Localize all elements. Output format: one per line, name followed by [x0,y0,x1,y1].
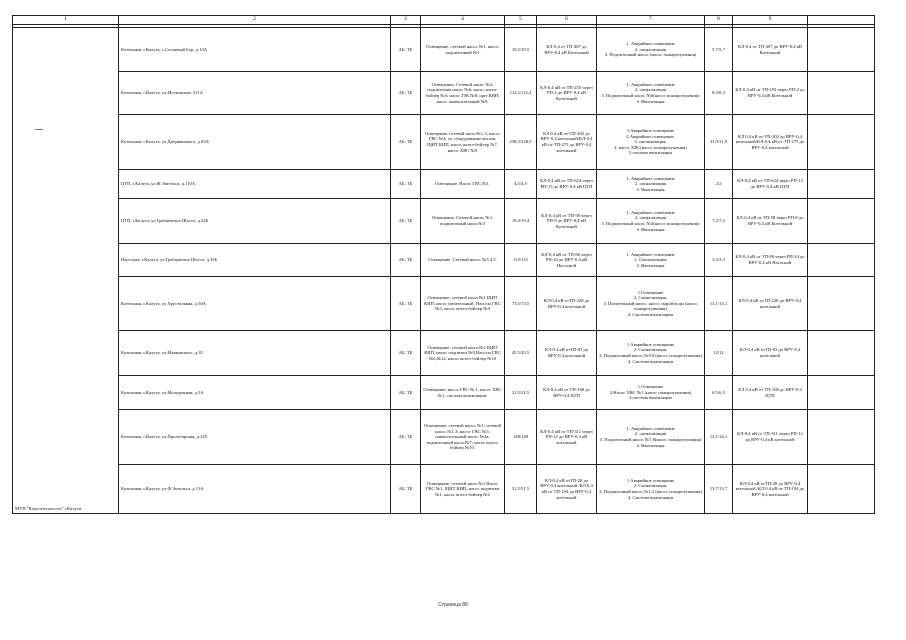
document-sheet [12,15,874,514]
table-row [13,28,875,72]
column-header-blank [808,16,875,25]
address-cell: Котельная, г.Калуга, ул.Ф.Энгельса, д.13А [119,465,391,514]
backup-consumers-cell: 1.Освещение 2. Сигнализация, 3. Питательный насос, насос сырой воды (насос пожаротушения) 4. Система вентиляции [597,277,705,331]
category-cell: АБ, ТБ [391,331,421,376]
address-cell: Насосная, г.Калуга, ул.Грабцевское Шоссе, д.35Б [119,244,391,277]
backup-line-cell: КЛ-0,4 кВ от ТП-624 через РП-15 до ВРУ-0,4 кВ ЦТП [733,170,808,199]
backup-line-cell: КЛ-0,4 кВ отТП-83 до ВРУ-0,4 котельной [733,331,808,376]
backup-power-cell: 8,3/8,3 [705,72,733,115]
backup-line-cell: КЛ-0,4 кВ от ТП-311 через РП-12 до ВРУ-0,4 кВ котельной [733,410,808,465]
supply-line-cell: КЛ-0,4 кВ отТП-83 до ВРУ-0,4 котельной [537,331,597,376]
backup-power-cell: 12/12 [705,331,733,376]
supply-line-cell: КЛ 0,4 кВ от-ТП-202 до ВРУ-0,4 котельной/КЛ-0,4 кВ от-ТП-275 до ВРУ-0,4 котельной [537,115,597,170]
power-cell: 21,5/21,5 [505,376,537,410]
table-row [13,277,875,331]
category-cell: АБ, ТБ [391,465,421,514]
blank-cell [808,277,875,331]
address-cell: Котельная, г.Калуга, ул.Молодежная, д.5А [119,376,391,410]
equipment-cell: Освещение, сетевой насос№1 ЩИТ КИП, насос питательный, Насосы ГВС №3, насос котел-бойлер №4 [421,277,505,331]
table-row [13,376,875,410]
backup-line-cell: КЛ-0,4 кВ отТП-228 до ВРУ-0,4 котельной [733,277,808,331]
table-row [13,170,875,199]
blank-cell [808,465,875,514]
backup-power-cell: 2/2 [705,170,733,199]
backup-power-cell: 13,1/13,1 [705,277,733,331]
backup-line-cell: КЛ-0,4 от ТП-407 до ВРУ-0,4 кВ Котельной [733,28,808,72]
column-header: 7 [597,16,705,25]
column-header: 1 [13,16,119,25]
equipment-cell: Освещение, Сетевой насос №3,4,5. [421,244,505,277]
column-header: 2 [119,16,391,25]
power-cell: 112,2/112,2 [505,72,537,115]
supply-line-cell: КЛ-0,4 кВ от ТП-255 через РП-2 до ВРУ-0,4 кВ Котельной [537,72,597,115]
power-cell: 51,5/51,5 [505,465,537,514]
address-cell: ЦТП, г.Калуга, ул.Ф.Энгельса, д.110А [119,170,391,199]
supply-line-cell: КЛ-0,4 кВ отТП-228 до ВРУ-0,4 котельной [537,277,597,331]
power-cell: 115/115 [505,244,537,277]
table-row [13,410,875,465]
backup-power-cell: 14,1/14,1 [705,410,733,465]
supply-line-cell: КЛ-0,4 кВ от ТП-624 через РП-15 до ВРУ-0,4 кВ ЦТП [537,170,597,199]
power-cell: 148/148 [505,410,537,465]
address-cell: Котельная, г.Калуга, ул.Маяковского, д.35 [119,331,391,376]
category-cell: АБ, ТБ [391,410,421,465]
table-body [13,28,875,514]
category-cell: АБ, ТБ [391,376,421,410]
address-cell: Котельная, г.Калуга, ул.Пролетарская, д.125 [119,410,391,465]
column-header: 6 [537,16,597,25]
backup-line-cell: КЛ-0,4 кВ от ТП-86 через РП-24 до ВРУ-0,4 кВ Насосной [733,244,808,277]
blank-cell [808,376,875,410]
supply-line-cell: КЛ-0,4 кВ отТП-28 до ВРУ-0,4 котельной /КЛ 0,4 кВ от ТП-194 до ВРУ-0,4 котельной [537,465,597,514]
equipment-cell: Освещение, сетевой насос№1,3; насос ГВС №4; эл. оборудование котлов, ЩИТ КИП, насос котел-бойлер №7, насос ХВС №9 [421,115,505,170]
table-row [13,72,875,115]
backup-power-cell: 13,7/13,7 [705,465,733,514]
equipment-cell: Освещение; Сетевой насос №2; подпиточны насос №6; насос котел-бойлер №6; насос ГВС№8; щит КИП; насос повысительный №9. [421,72,505,115]
blank-cell [808,331,875,376]
column-header: 8 [705,16,733,25]
power-cell: 45,5/45,5 [505,331,537,376]
backup-consumers-cell: 1. Аварийное освещение 2. сигнализация 3. Подпиточный насос (насос пожаротушения) [597,28,705,72]
backup-line-cell: КЛ-0,4 кВ отТП-28 до ВРУ-0,4 котельной /КЛ 0,4 кВ от ТП-194 до ВРУ-0,4 котельной [733,465,808,514]
backup-consumers-cell: 1.Освещение 2.Насос ХВС №1 (насос пожаротушения) 3.система вентиляции [597,376,705,410]
supply-line-cell: КЛ-0,4 от ТП-407 до ВРУ-0,4 кВ Котельной [537,28,597,72]
address-cell: Котельная, г.Калуга, с.Сосновый Бор, д.10А [119,28,391,72]
equipment-cell: Освещение, Сетевой насос №1, подпиточный насос№3 [421,199,505,244]
category-cell: АБ, ТБ [391,170,421,199]
column-number-row [13,16,875,25]
column-header: 5 [505,16,537,25]
blank-cell [808,410,875,465]
backup-line-cell: КЛ-0,4 кВ от ТП-255 через РП-2 до ВРУ-0,4 кВ Котельной [733,72,808,115]
table-row [13,115,875,170]
backup-consumers-cell: 1. Аварийное освещение 2. сигнализация 3. Подпиточный насос №3(насос пожаротушения) 4. Вентиляция [597,199,705,244]
blank-cell [808,244,875,277]
supply-line-cell: КЛ-0,4 кВ от ТП-168 до ВРУ-0,4 ЦТП [537,376,597,410]
category-cell: АБ, ТБ [391,115,421,170]
backup-consumers-cell: 1.Аварийное освещение 2. Сигнализация, 3. Подпиточный насос,№1,2 (насос пожаротушения) 4. Система вентиляции [597,465,705,514]
supply-line-cell: КЛ-0,4 кВ от ТП-311 через РП-12 до ВРУ-0,4 кВ котельной [537,410,597,465]
blank-cell [808,28,875,72]
equipment-cell: Освещение, сетевой насос №1, насос подпиточный №1 [421,28,505,72]
category-cell: АБ, ТБ [391,28,421,72]
address-cell: Котельная, г.Калуга, ул.Московская, 311А [119,72,391,115]
blank-cell [808,115,875,170]
backup-consumers-cell: 1. Аварийное освещение 2. Сигнализация 3. Вентиляция [597,244,705,277]
category-cell: АБ, ТБ [391,244,421,277]
blank-cell [808,72,875,115]
category-cell: АБ, ТБ [391,277,421,331]
backup-power-cell: 7,2/7,2 [705,199,733,244]
backup-power-cell: 6,5/6,5 [705,376,733,410]
backup-line-cell: КЛ 0,4 кВ от-ТП-202 до ВРУ-0,4 котельной/КЛ-0,4 кВ от-ТП-275 до ВРУ-0,4 котельной [733,115,808,170]
supply-line-cell: КЛ-0,4 кВ от ТП-58 через РП-8 до ВРУ-0,4 кВ Котельной [537,199,597,244]
organization-cell: МУП "Калугатеплосеть" г.Калуги [13,28,119,514]
category-cell: АБ, ТБ [391,199,421,244]
equipment-cell: Освещение, Насос ГВС №1. [421,170,505,199]
power-cell: 4,5/4,5 [505,170,537,199]
backup-consumers-cell: 1.Аварийное освещение 2. Сигнализация, 3. Подпиточный насос,№9,9 (насос пожаротушения) 4. Система вентиляции [597,331,705,376]
backup-power-cell: 31,9/31,9 [705,115,733,170]
equipment-cell: Освещение; сетевой насос №1; сетевой насос №1,3; насос ГВС №5; повысительный насос №4а; подпиточный насос№7; насос котел-бойлер №10. [421,410,505,465]
address-cell: ЦТП, г.Калуга, ул.Грабцевское Шоссе, д.22Б [119,199,391,244]
supply-line-cell: КЛ-0,4 кВ от ТП-86 через РП-24 до ВРУ-0,4 кВ Насосной [537,244,597,277]
table-row [13,465,875,514]
blank-cell [808,170,875,199]
backup-line-cell: КЛ 0,4 кВ от ТП-168 до ВРУ-0,4 ЦТП [733,376,808,410]
column-header: 3 [391,16,421,25]
power-cell: 73,5/73,5 [505,277,537,331]
address-cell: Котельная, г.Калуга, ул.Хрустальная, д.50А [119,277,391,331]
category-cell: АБ, ТБ [391,72,421,115]
power-cell: 238,5/238,5 [505,115,537,170]
backup-power-cell: 5,7/5,7 [705,28,733,72]
power-cell: 19,4/19,4 [505,199,537,244]
backup-consumers-cell: 1.Аварийное освещение 2.Аварийное освещение, 3. сигнализация, 4. насос ХВС(насос пожаротушения) 5.система вентиляции [597,115,705,170]
table-row [13,199,875,244]
equipment-cell: Освещение, сетевой насос№1,Насос ГВС №1, ЩИТ КИП, насос подпитки №1, насос котел-бойлер №2 [421,465,505,514]
table-row [13,244,875,277]
table-row [13,331,875,376]
power-cell: 19,5/19,5 [505,28,537,72]
backup-consumers-cell: 1. Аварийное освещение 2. сигнализация 3. Подпиточный насос №6(насос пожаротушения) 4. Вентиляция [597,72,705,115]
backup-line-cell: КЛ-0,4 кВ от ТП-58 через РП-8 до ВРУ-0,4 кВ Котельной [733,199,808,244]
backup-consumers-cell: 1. Аварийное освещение 2. сигнализация 3. Подпиточный насос №7,8(насос пожаротушения) 4. Вентиляция [597,410,705,465]
equipment-cell: Освещение, сетевой насос№1 ЩИТ КИП, насос подпитки №9,Насосы ГВС №6,№12, насос котел-бойлер №10 [421,331,505,376]
backup-consumers-cell: 1. Аварийное освещение 2. сигнализация 3. Вентиляция [597,170,705,199]
column-header: 9 [733,16,808,25]
column-header: 4 [421,16,505,25]
equipment-cell: Освещение, насос ГВС № 1, насос ХВС №1, система вентиляции. [421,376,505,410]
backup-power-cell: 3,3/3,3 [705,244,733,277]
address-cell: Котельная, г.Калуга, ул.Дзержинского, д.83А [119,115,391,170]
power-supply-table [12,15,875,514]
blank-cell [808,199,875,244]
page-number: Страница 88 [438,602,468,608]
